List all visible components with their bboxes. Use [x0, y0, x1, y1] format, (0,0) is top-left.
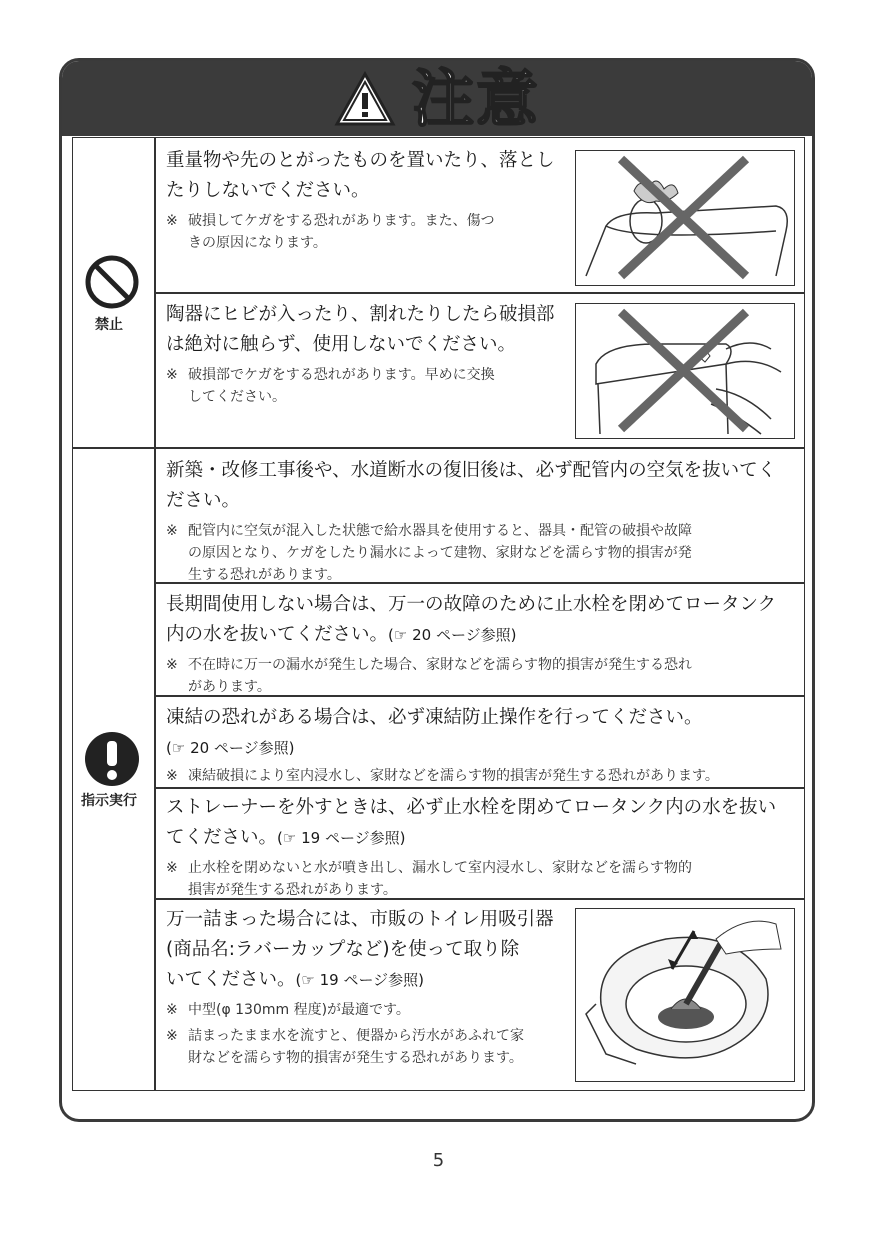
section-divider: [72, 447, 805, 449]
mandatory-label: 指示実行: [81, 793, 137, 809]
page-reference: (☞ 19 ページ参照): [295, 971, 424, 989]
illustration-no-heavy-objects: [575, 150, 795, 286]
illustration-plunger-use: [575, 908, 795, 1082]
icon-column-divider: [154, 137, 156, 1091]
item-heading: 陶器にヒビが入ったり、割れたりしたら破損部 は絶対に触らず、使用しないでください。: [166, 304, 555, 355]
illustration-cracked-tank: [575, 303, 795, 439]
caution-title: 注意: [411, 61, 540, 135]
page-reference: (☞ 20 ページ参照): [166, 739, 295, 757]
prohibited-icon: [84, 254, 140, 310]
warning-triangle-icon: [334, 71, 396, 127]
mandatory-action-icon: [84, 731, 140, 787]
item-note: ※ 配管内に空気が混入した状態で給水器具を使用すると、器具・配管の破損や故障 の原因となり、ケガをしたり漏水によって建物、家財などを濡らす物的損害が発 生する恐れがあります。: [166, 523, 692, 583]
item-note: ※ 凍結破損により室内浸水し、家財などを濡らす物的損害が発生する恐れがあります。: [166, 768, 719, 784]
caution-item: [166, 905, 566, 1069]
item-note: ※ 破損部でケガをする恐れがあります。早めに交換 してください。: [166, 367, 495, 405]
page-reference: (☞ 19 ページ参照): [277, 829, 406, 847]
caution-item: [166, 146, 564, 254]
item-heading: 新築・改修工事後や、水道断水の復旧後は、必ず配管内の空気を抜いてく ださい。: [166, 460, 777, 511]
caution-banner: [62, 61, 812, 136]
page-number: 5: [432, 1150, 445, 1171]
caution-item: [166, 300, 564, 408]
caution-item: [166, 793, 796, 901]
item-note: ※ 破損してケガをする恐れがあります。また、傷つ きの原因になります。: [166, 213, 495, 251]
caution-item: [166, 590, 796, 698]
item-note: ※ 中型(φ 130mm 程度)が最適です。: [166, 1002, 410, 1018]
item-heading: ストレーナーを外すときは、必ず止水栓を閉めてロータンク内の水を抜い てください。(☞ 19 ページ参照): [166, 797, 777, 848]
row-divider: [155, 787, 805, 789]
row-divider: [155, 292, 805, 294]
item-note: ※ 詰まったまま水を流すと、便器から汚水があふれて家 財などを濡らす物的損害が発生する恐れがあります。: [166, 1028, 524, 1066]
caution-item: [166, 456, 796, 586]
item-heading: 万一詰まった場合には、市販のトイレ用吸引器 (商品名:ラバーカップなど)を使って取り除 いてください。(☞ 19 ページ参照): [166, 909, 554, 990]
caution-item: [166, 703, 796, 787]
item-note: ※ 止水栓を閉めないと水が噴き出し、漏水して室内浸水し、家財などを濡らす物的 損害が発生する恐れがあります。: [166, 860, 692, 898]
item-heading: 重量物や先のとがったものを置いたり、落とし たりしないでください。: [166, 150, 555, 201]
item-heading: 凍結の恐れがある場合は、必ず凍結防止操作を行ってください。 (☞ 20 ページ参照): [166, 707, 703, 757]
page-reference: (☞ 20 ページ参照): [388, 626, 517, 644]
item-heading: 長期間使用しない場合は、万一の故障のために止水栓を閉めてロータンク 内の水を抜いてください。(☞ 20 ページ参照): [166, 594, 777, 645]
item-note: ※ 不在時に万一の漏水が発生した場合、家財などを濡らす物的損害が発生する恐れ があります。: [166, 657, 692, 695]
prohibited-label: 禁止: [95, 317, 123, 333]
